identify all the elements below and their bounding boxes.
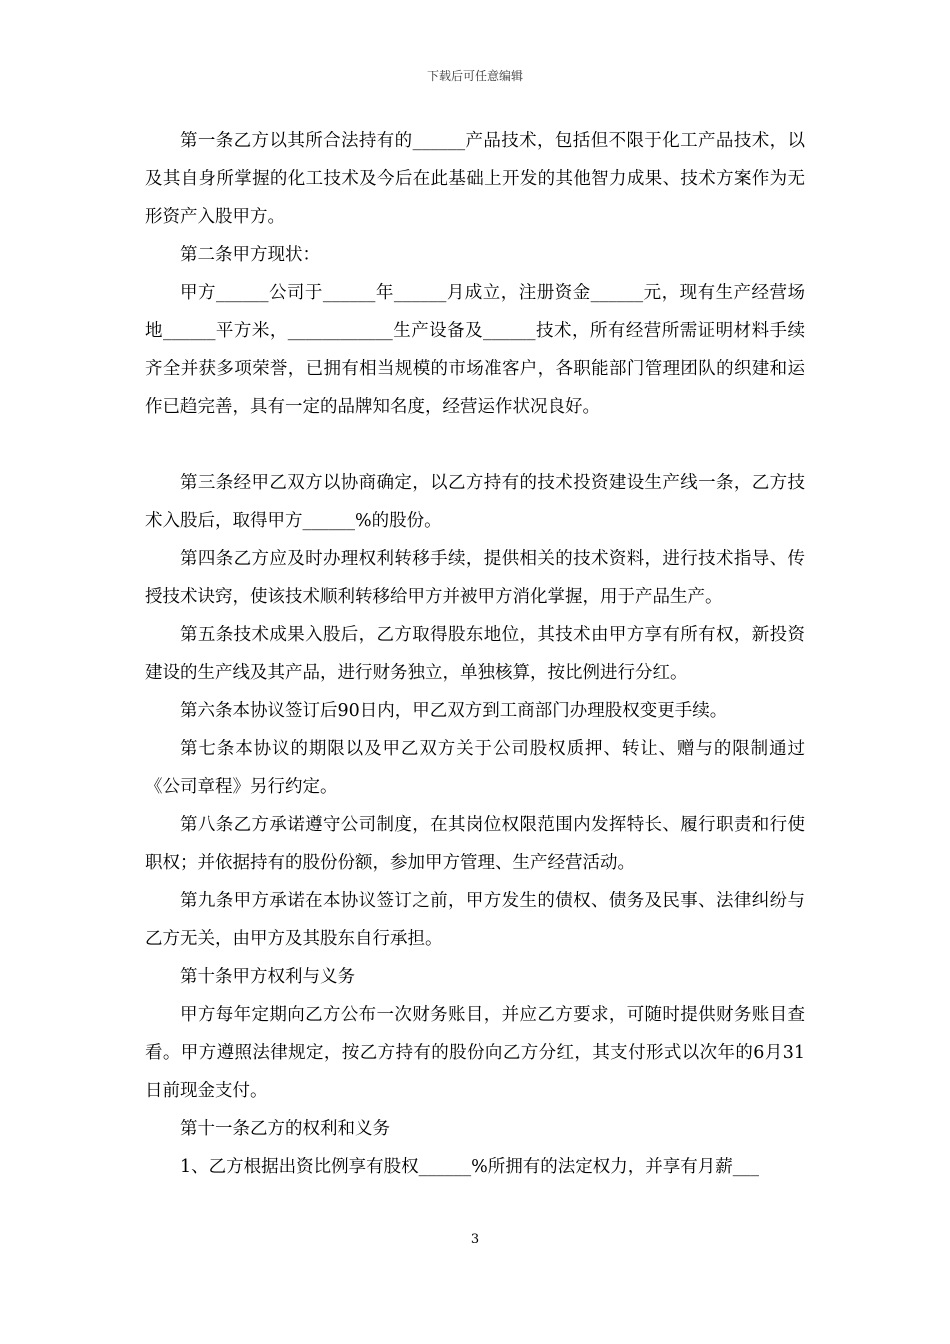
article-8: 第八条乙方承诺遵守公司制度，在其岗位权限范围内发挥特长、履行职责和行使职权；并依据持有的股份份额，参加甲方管理、生产经营活动。 xyxy=(145,815,805,873)
article-3: 第三条经甲乙双方以协商确定，以乙方持有的技术投资建设生产线一条，乙方技术入股后，取得甲方______%的股份。 xyxy=(145,473,805,531)
document-body xyxy=(145,122,805,1186)
article-6: 第六条本协议签订后90日内，甲乙双方到工商部门办理股权变更手续。 xyxy=(180,701,728,721)
page-number: 3 xyxy=(470,1232,480,1247)
article-7: 第七条本协议的期限以及甲乙双方关于公司股权质押、转让、赠与的限制通过《公司章程》另行约定。 xyxy=(145,739,805,797)
article-9: 第九条甲方承诺在本协议签订之前，甲方发生的债权、债务及民事、法律纠纷与乙方无关，由甲方及其股东自行承担。 xyxy=(145,891,805,949)
article-4: 第四条乙方应及时办理权利转移手续，提供相关的技术资料，进行技术指导、传授技术诀窍，使该技术顺利转移给甲方并被甲方消化掌握，用于产品生产。 xyxy=(145,549,805,607)
page-header: 下载后可任意编辑 xyxy=(426,69,523,83)
article-10-heading: 第十条甲方权利与义务 xyxy=(180,967,355,987)
article-5: 第五条技术成果入股后，乙方取得股东地位，其技术由甲方享有所有权，新投资建设的生产线及其产品，进行财务独立，单独核算，按比例进行分红。 xyxy=(145,625,805,683)
article-2-body: 甲方______公司于______年______月成立，注册资金______元，现有生产经营场地______平方米，____________生产设备及______技术，所有经营所需证明材料手续齐全并获多项荣誉，已拥有相当规模的市场准客户，各职能部门管理团队的织建和运作已趋完善，具有一定的品牌知名度，经营运作状况良好。 xyxy=(145,283,805,417)
article-1: 第一条乙方以其所合法持有的______产品技术，包括但不限于化工产品技术，以及其自身所掌握的化工技术及今后在此基础上开发的其他智力成果、技术方案作为无形资产入股甲方。 xyxy=(145,131,805,227)
article-10-body: 甲方每年定期向乙方公布一次财务账目，并应乙方要求，可随时提供财务账目查看。甲方遵照法律规定，按乙方持有的股份向乙方分红，其支付形式以次年的6月31日前现金支付。 xyxy=(145,1005,805,1101)
article-11-heading: 第十一条乙方的权利和义务 xyxy=(180,1119,390,1139)
article-2-heading: 第二条甲方现状： xyxy=(180,245,320,265)
article-11-item-1: 1、乙方根据出资比例享有股权______%所拥有的法定权力，并享有月薪___ xyxy=(180,1157,760,1177)
